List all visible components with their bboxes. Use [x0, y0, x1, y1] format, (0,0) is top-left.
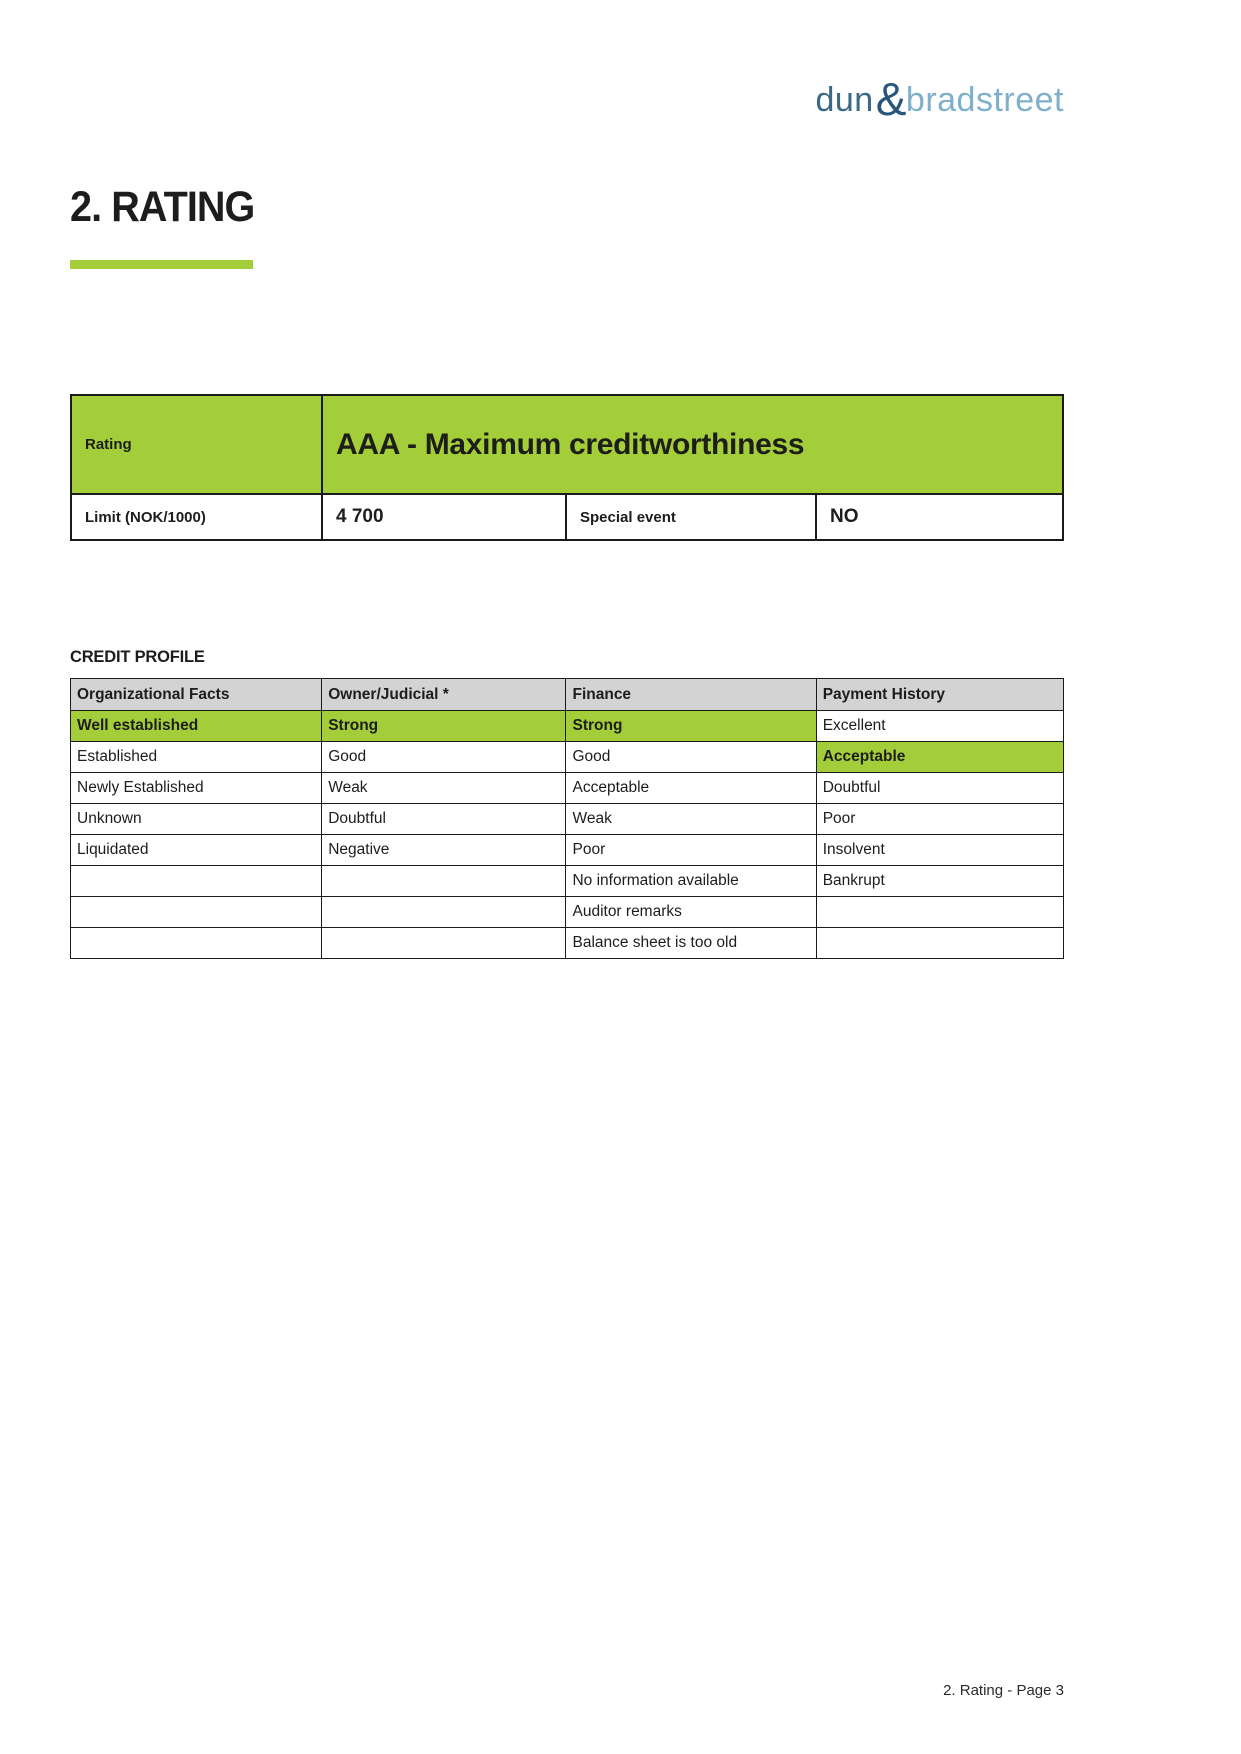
profile-cell — [322, 866, 566, 897]
profile-cell: Liquidated — [71, 835, 322, 866]
profile-cell: Excellent — [816, 711, 1063, 742]
page-title: 2. RATING — [70, 183, 255, 231]
profile-column-header: Finance — [566, 679, 816, 711]
profile-cell — [816, 928, 1063, 959]
profile-column-header: Organizational Facts — [71, 679, 322, 711]
dun-bradstreet-logo — [815, 72, 1064, 125]
rating-row — [71, 395, 1063, 494]
profile-row — [71, 866, 1064, 897]
limit-label: Limit (NOK/1000) — [71, 494, 322, 540]
profile-cell: Doubtful — [816, 773, 1063, 804]
profile-row — [71, 773, 1064, 804]
profile-cell: Good — [566, 742, 816, 773]
profile-header-row — [71, 679, 1064, 711]
credit-profile-table — [70, 678, 1064, 959]
profile-cell: Negative — [322, 835, 566, 866]
profile-cell — [71, 928, 322, 959]
credit-profile-title: CREDIT PROFILE — [70, 648, 205, 666]
logo-text-dun: dun — [815, 81, 874, 119]
profile-cell: Acceptable — [566, 773, 816, 804]
profile-cell: Weak — [566, 804, 816, 835]
rating-summary-table — [70, 394, 1064, 541]
profile-cell: Balance sheet is too old — [566, 928, 816, 959]
profile-row — [71, 742, 1064, 773]
rating-value: AAA - Maximum creditworthiness — [322, 395, 1063, 494]
profile-row — [71, 804, 1064, 835]
profile-row — [71, 835, 1064, 866]
special-event-value: NO — [816, 494, 1063, 540]
profile-cell — [322, 928, 566, 959]
profile-cell: Poor — [566, 835, 816, 866]
special-event-label: Special event — [566, 494, 816, 540]
profile-cell: Unknown — [71, 804, 322, 835]
profile-column-header: Owner/Judicial * — [322, 679, 566, 711]
profile-cell: Insolvent — [816, 835, 1063, 866]
profile-cell: Good — [322, 742, 566, 773]
profile-cell: No information available — [566, 866, 816, 897]
profile-cell — [816, 897, 1063, 928]
profile-cell: Newly Established — [71, 773, 322, 804]
profile-cell — [71, 866, 322, 897]
profile-cell: Doubtful — [322, 804, 566, 835]
profile-cell: Acceptable — [816, 742, 1063, 773]
rating-label: Rating — [71, 395, 322, 494]
logo-ampersand-icon: & — [875, 73, 907, 125]
profile-cell: Weak — [322, 773, 566, 804]
profile-row — [71, 711, 1064, 742]
profile-cell — [71, 897, 322, 928]
profile-row — [71, 928, 1064, 959]
profile-cell — [322, 897, 566, 928]
logo-text-bradstreet: bradstreet — [905, 81, 1064, 119]
profile-row — [71, 897, 1064, 928]
page-footer: 2. Rating - Page 3 — [943, 1682, 1064, 1699]
limit-row — [71, 494, 1063, 540]
title-underline-bar — [70, 260, 253, 269]
profile-cell: Established — [71, 742, 322, 773]
profile-cell: Bankrupt — [816, 866, 1063, 897]
profile-cell: Poor — [816, 804, 1063, 835]
profile-column-header: Payment History — [816, 679, 1063, 711]
profile-cell: Strong — [566, 711, 816, 742]
profile-cell: Auditor remarks — [566, 897, 816, 928]
profile-cell: Strong — [322, 711, 566, 742]
limit-value: 4 700 — [322, 494, 566, 540]
profile-cell: Well established — [71, 711, 322, 742]
